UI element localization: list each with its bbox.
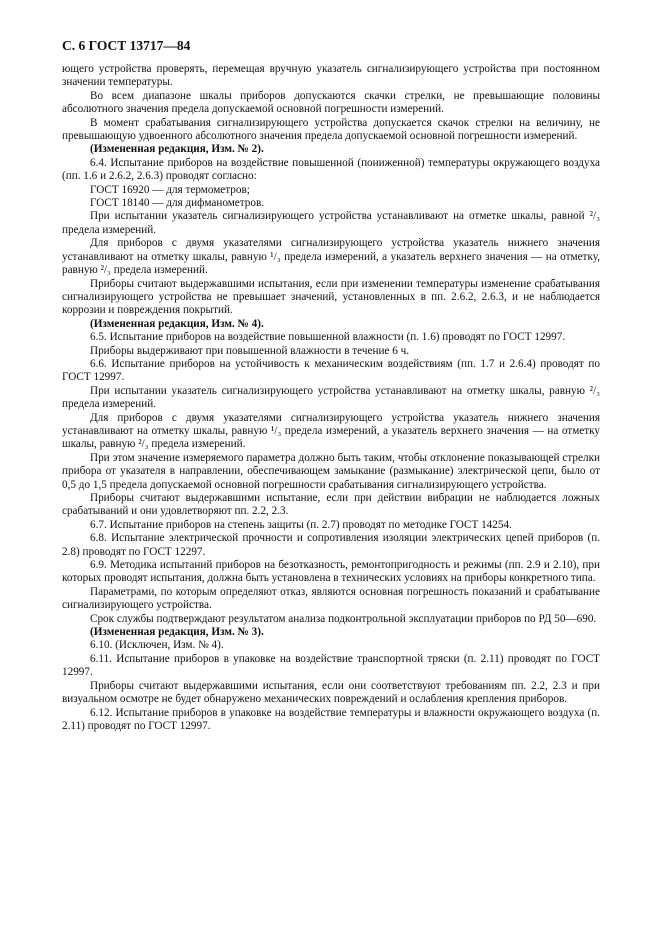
paragraph: Приборы считают выдержавшими испытания, если при изменении температуры изменение срабатывания сигнализирующего устройства не превышает значений, установленных в пп. 2.6.2, 2.6.3, и не наблюдается коррозии и повреждения покрытий. [62,277,600,317]
revision-note: (Измененная редакция, Изм. № 3). [90,626,264,639]
paragraph: Параметрами, по которым определяют отказ, являются основная погрешность показаний и срабатывание сигнализирующего устройства. [62,585,600,612]
paragraph: 6.4. Испытание приборов на воздействие повышенной (пониженной) температуры окружающего воздуха (пп. 1.6 и 2.6.2, 2.6.3) проводят согласно: [62,156,600,183]
paragraph: При этом значение измеряемого параметра должно быть таким, чтобы отклонение показывающей стрелки прибора от указателя в направлении, обеспечивающем замыкание (размыкание) электрической цепи, было от 0,5 до 1,5 предела допускаемой основной погрешности срабатывания сигнализирующего устройства. [62,451,600,491]
paragraph: При испытании указатель сигнализирующего устройства устанавливают на отметке шкалы, равной ²/₃ предела измерений. [62,210,600,236]
revision-note: (Измененная редакция, Изм. № 4). [90,317,264,330]
document-body [62,63,600,733]
document-page [62,38,600,733]
paragraph: Приборы считают выдержавшими испытания, если они соответствуют требованиям пп. 2.2, 2.3 и при визуальном осмотре не будет обнаружено механических повреждений и ослабления крепления приборов. [62,679,600,706]
paragraph: ющего устройства проверять, перемещая вручную указатель сигнализирующего устройства при постоянном значении температуры. [62,63,600,89]
paragraph: Для приборов с двумя указателями сигнализирующего устройства указатель нижнего значения устанавливают на отметку шкалы, равную ¹/₃ предела измерений, а указатель верхнего значения — на отметку, равную ²/₃ предела измерений. [62,237,600,277]
paragraph: В момент срабатывания сигнализирующего устройства допускается скачок стрелки на величину, не превышающую удвоенного абсолютного значения предела допускаемой основной погрешности измерений. [62,116,600,143]
paragraph: 6.9. Методика испытаний приборов на безотказность, ремонтопригодность и режимы (пп. 2.9 и 2.10), при которых проводят испытания, должна быть установлена в технических условиях на приборы конкретного типа. [62,559,600,585]
paragraph: ГОСТ 16920 — для термометров; [90,183,250,196]
paragraph: При испытании указатель сигнализирующего устройства устанавливают на отметку шкалы, равную ²/₃ предела измерений. [62,384,600,411]
paragraph: 6.12. Испытание приборов в упаковке на воздействие температуры и влажности окружающего воздуха (п. 2.11) проводят по ГОСТ 12997. [62,706,600,732]
paragraph: 6.8. Испытание электрической прочности и сопротивления изоляции электрических цепей приборов (п. 2.8) проводят по ГОСТ 12297. [62,532,600,558]
paragraph: Приборы выдерживают при повышенной влажности в течение 6 ч. [90,344,410,357]
paragraph: ГОСТ 18140 — для дифманометров. [90,197,265,210]
paragraph: 6.10. (Исключен, Изм. № 4). [90,639,224,652]
paragraph: 6.6. Испытание приборов на устойчивость к механическим воздействиям (пп. 1.7 и 2.6.4) проводят по ГОСТ 12997. [62,357,600,384]
paragraph: Срок службы подтверждают результатом анализа подконтрольной эксплуатации приборов по РД 50—690. [90,612,597,625]
paragraph: 6.7. Испытание приборов на степень защиты (п. 2.7) проводят по методике ГОСТ 14254. [90,518,512,531]
paragraph: Во всем диапазоне шкалы приборов допускаются скачки стрелки, не превышающие половины абсолютного значения предела допускаемой основной погрешности измерений. [62,89,600,116]
paragraph: 6.11. Испытание приборов в упаковке на воздействие транспортной тряски (п. 2.11) проводят по ГОСТ 12997. [62,652,600,679]
paragraph: 6.5. Испытание приборов на воздействие повышенной влажности (п. 1.6) проводят по ГОСТ 12997. [90,331,566,344]
page-header: С. 6 ГОСТ 13717—84 [62,38,191,53]
revision-note: (Измененная редакция, Изм. № 2). [90,143,264,156]
paragraph: Приборы считают выдержавшими испытание, если при действии вибрации не наблюдается ложных срабатываний и они удовлетворяют пп. 2.2, 2.3. [62,492,600,518]
paragraph: Для приборов с двумя указателями сигнализирующего устройства указатель нижнего значения устанавливают на отметку шкалы, равную ¹/₃ предела измерений, а указатель верхнего значения — на отметку шкалы, равную ²/₃ предела измерений. [62,411,600,451]
